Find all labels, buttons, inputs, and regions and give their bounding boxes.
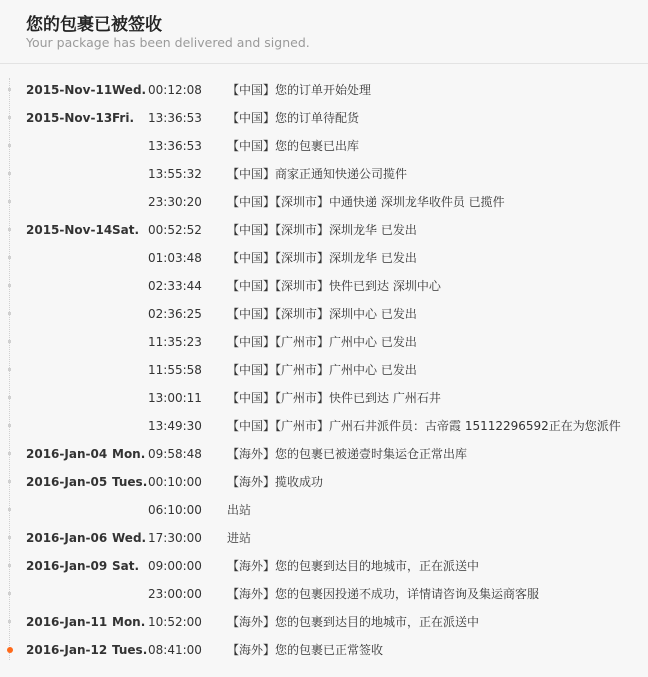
event-time: 09:00:00	[148, 559, 202, 573]
timeline-dot-icon	[8, 480, 11, 483]
event-description: 【中国】【深圳市】中通快递 深圳龙华收件员 已揽件	[227, 195, 505, 209]
event-time: 23:30:20	[148, 195, 202, 209]
timeline-dot-icon	[8, 424, 11, 427]
event-time: 00:52:52	[148, 223, 202, 237]
timeline-dot-icon	[8, 228, 11, 231]
event-description: 【中国】您的订单开始处理	[227, 83, 372, 97]
timeline-dot-icon	[8, 452, 11, 455]
event-description: 【中国】【深圳市】深圳龙华 已发出	[227, 251, 417, 265]
event-time: 13:36:53	[148, 139, 202, 153]
event-time: 08:41:00	[148, 643, 202, 657]
event-description: 【海外】您的包裹到达目的地城市，正在派送中	[227, 559, 480, 573]
timeline-dot-icon	[8, 592, 11, 595]
timeline-dot-icon	[8, 144, 11, 147]
event-time: 02:36:25	[148, 307, 202, 321]
timeline-row	[0, 468, 648, 496]
timeline-row	[0, 188, 648, 216]
event-time: 13:55:32	[148, 167, 202, 181]
event-time: 00:10:00	[148, 475, 202, 489]
timeline-row	[0, 384, 648, 412]
event-description: 【海外】您的包裹因投递不成功，详情请咨询及集运商客服	[227, 587, 540, 601]
timeline-dot-icon	[8, 536, 11, 539]
timeline-row	[0, 440, 648, 468]
timeline-row	[0, 552, 648, 580]
event-time: 11:35:23	[148, 335, 202, 349]
event-description: 【海外】您的包裹已正常签收	[227, 643, 384, 657]
event-weekday: Tues.	[112, 475, 148, 489]
page-subtitle: Your package has been delivered and signed.	[26, 35, 310, 50]
event-date: 2016-Jan-05	[26, 475, 108, 489]
event-weekday: Fri.	[112, 111, 135, 125]
event-description: 进站	[227, 531, 252, 545]
event-description: 【中国】【广州市】快件已到达 广州石井	[227, 391, 441, 405]
event-weekday: Wed.	[112, 531, 147, 545]
event-date: 2015-Nov-13	[26, 111, 113, 125]
event-date: 2015-Nov-11	[26, 83, 113, 97]
timeline-row	[0, 216, 648, 244]
event-time: 23:00:00	[148, 587, 202, 601]
event-description: 【中国】【广州市】广州中心 已发出	[227, 363, 417, 377]
timeline-dot-icon	[8, 396, 11, 399]
timeline-dot-icon	[8, 256, 11, 259]
timeline-dot-icon	[8, 200, 11, 203]
event-description: 【中国】【广州市】广州石井派件员：古帝霞 15112296592正在为您派件	[227, 419, 621, 433]
timeline-row	[0, 160, 648, 188]
event-weekday: Sat.	[112, 559, 140, 573]
event-description: 【中国】商家正通知快递公司揽件	[227, 167, 408, 181]
current-status-dot-icon	[7, 647, 13, 653]
event-time: 09:58:48	[148, 447, 202, 461]
timeline-dot-icon	[8, 368, 11, 371]
timeline-dot-icon	[8, 284, 11, 287]
event-weekday: Tues.	[112, 643, 148, 657]
event-description: 出站	[227, 503, 252, 517]
timeline-row	[0, 608, 648, 636]
event-time: 10:52:00	[148, 615, 202, 629]
event-time: 17:30:00	[148, 531, 202, 545]
event-description: 【海外】您的包裹已被递壹时集运仓正常出库	[227, 447, 468, 461]
event-description: 【中国】【深圳市】深圳中心 已发出	[227, 307, 417, 321]
status-header	[0, 0, 648, 64]
event-time: 13:49:30	[148, 419, 202, 433]
event-date: 2015-Nov-14	[26, 223, 113, 237]
timeline-row	[0, 524, 648, 552]
timeline-row	[0, 104, 648, 132]
event-time: 13:00:11	[148, 391, 202, 405]
event-description: 【中国】您的订单待配货	[227, 111, 360, 125]
timeline-row	[0, 356, 648, 384]
tracking-timeline	[0, 64, 648, 677]
event-time: 02:33:44	[148, 279, 202, 293]
timeline-dot-icon	[8, 340, 11, 343]
event-description: 【中国】【广州市】广州中心 已发出	[227, 335, 417, 349]
event-description: 【中国】【深圳市】深圳龙华 已发出	[227, 223, 417, 237]
timeline-dot-icon	[8, 312, 11, 315]
timeline-dot-icon	[8, 564, 11, 567]
event-weekday: Mon.	[112, 615, 146, 629]
event-description: 【中国】【深圳市】快件已到达 深圳中心	[227, 279, 441, 293]
timeline-dot-icon	[8, 620, 11, 623]
timeline-row	[0, 636, 648, 664]
event-description: 【海外】您的包裹到达目的地城市，正在派送中	[227, 615, 480, 629]
event-time: 00:12:08	[148, 83, 202, 97]
event-weekday: Sat.	[112, 223, 140, 237]
event-date: 2016-Jan-06	[26, 531, 108, 545]
timeline-dot-icon	[8, 88, 11, 91]
timeline-row	[0, 328, 648, 356]
timeline-dot-icon	[8, 116, 11, 119]
event-date: 2016-Jan-04	[26, 447, 108, 461]
event-date: 2016-Jan-11	[26, 615, 108, 629]
timeline-row	[0, 580, 648, 608]
timeline-dot-icon	[8, 172, 11, 175]
timeline-row	[0, 300, 648, 328]
event-date: 2016-Jan-09	[26, 559, 108, 573]
timeline-row	[0, 132, 648, 160]
timeline-dot-icon	[8, 508, 11, 511]
timeline-row	[0, 412, 648, 440]
event-description: 【中国】您的包裹已出库	[227, 139, 360, 153]
timeline-row	[0, 76, 648, 104]
timeline-row	[0, 272, 648, 300]
event-time: 06:10:00	[148, 503, 202, 517]
event-weekday: Mon.	[112, 447, 146, 461]
event-description: 【海外】揽收成功	[227, 475, 324, 489]
timeline-row	[0, 496, 648, 524]
event-date: 2016-Jan-12	[26, 643, 108, 657]
timeline-row	[0, 244, 648, 272]
event-weekday: Wed.	[112, 83, 147, 97]
page-title: 您的包裹已被签收	[26, 15, 162, 35]
event-time: 13:36:53	[148, 111, 202, 125]
event-time: 01:03:48	[148, 251, 202, 265]
event-time: 11:55:58	[148, 363, 202, 377]
